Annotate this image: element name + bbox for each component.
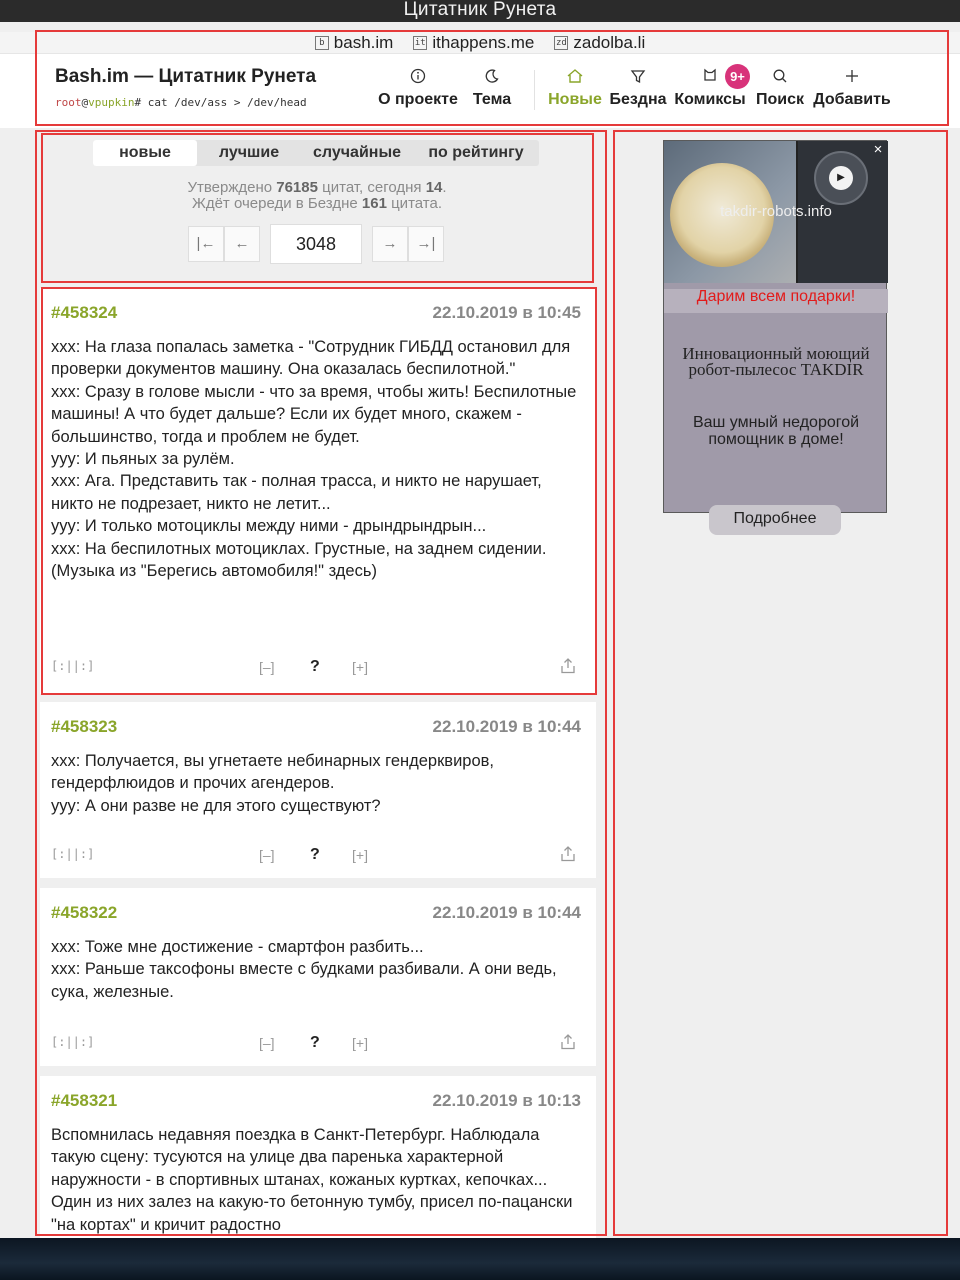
tab-by-rating[interactable]: по рейтингу	[428, 144, 524, 161]
tagline-host: vpupkin	[88, 96, 135, 109]
site-link-label: zadolba.li	[573, 32, 646, 52]
pagination	[42, 224, 592, 266]
site-link-ithappens[interactable]	[413, 32, 534, 53]
ithappens-favicon-icon: it	[414, 37, 426, 48]
terminal-tagline	[55, 96, 327, 109]
approved-count: 76185	[276, 179, 318, 196]
quote-header	[51, 1091, 581, 1113]
quote-header	[51, 903, 581, 925]
rating-bar-icon[interactable]: [:||:]	[51, 1035, 95, 1049]
nav-comics-label: Комиксы	[674, 91, 746, 108]
plus-icon	[810, 62, 894, 90]
nav-search[interactable]	[750, 62, 810, 122]
bash-favicon-icon: b	[315, 36, 329, 50]
ad-domain: takdir-robots.info	[720, 203, 832, 220]
desktop-background	[0, 1238, 960, 1280]
nav-group-main	[544, 62, 894, 122]
network-sites-bar	[0, 32, 960, 54]
tagline-at: @	[81, 96, 89, 109]
quote-text: xxx: На глаза попалась заметка - "Сотрудник ГИБДД остановил для проверки документов машину. Она оказалась беспилотной." xxx: Сразу в голове мысли - что за время, чтобы жить! Беспилотные машины! А что будет дальше? Если их будет много, скажем - большинство, тогда и проблем не будет. ууу: И пьяных за рулём. xxx: Ага. Представить так - полная трасса, и никто не нарушает, никто не подрезает, никто не летит... ууу: И только мотоциклы между ними - дрындрындрын... xxx: На беспилотных мотоциклах. Грустные, на заднем сидении. (Музыка из "Берегись автомобиля!" здесь)	[51, 338, 577, 581]
nav-group-info	[372, 62, 520, 122]
page	[0, 22, 960, 1238]
site-link-label: ithappens.me	[432, 32, 535, 52]
search-icon	[750, 62, 810, 90]
quote-date: 22.10.2019 в 10:45	[432, 303, 581, 322]
nav-about-label: О проекте	[378, 91, 458, 108]
brand[interactable]	[55, 66, 327, 109]
share-icon[interactable]	[559, 1033, 577, 1054]
rating-bar-icon[interactable]: [:||:]	[51, 847, 95, 861]
ad-more-button[interactable]: Подробнее	[709, 505, 841, 535]
quote-score: ?	[310, 658, 320, 675]
vote-up-button[interactable]: [+]	[352, 1035, 368, 1051]
stats-text: Ждёт очереди в Бездне	[191, 195, 358, 212]
prev-page-button[interactable]: ←	[224, 226, 260, 262]
quote-text: xxx: Тоже мне достижение - смартфон разбить... xxx: Раньше таксофоны вместе с будками разбивали. А они ведь, сука, железные.	[51, 938, 557, 1001]
ad-title: Инновационный моющий робот-пылесос TAKDIR	[682, 344, 870, 379]
filter-icon	[606, 62, 670, 90]
share-icon[interactable]	[559, 657, 577, 678]
site-header	[0, 32, 960, 128]
quote-date: 22.10.2019 в 10:13	[432, 1091, 581, 1110]
home-icon	[544, 62, 606, 90]
stats-text: Утверждено	[187, 179, 273, 196]
tagline-user: root	[55, 96, 82, 109]
today-count: 14	[425, 179, 443, 196]
quote-id-link[interactable]: #458322	[51, 903, 118, 922]
ad-description: Ваш умный недорогой помощник в доме!	[692, 414, 860, 448]
ad-promo: Дарим всем подарки!	[696, 288, 856, 305]
nav-abyss[interactable]	[606, 62, 670, 122]
tab-best[interactable]: лучшие	[218, 144, 280, 161]
nav-divider	[534, 70, 535, 110]
moon-icon	[464, 62, 520, 90]
site-link-bash[interactable]	[315, 32, 394, 53]
quote-footer	[51, 1032, 581, 1056]
quote-card	[40, 1076, 596, 1246]
info-icon	[372, 62, 464, 90]
nav-abyss-label: Бездна	[609, 91, 667, 108]
play-icon: ▶	[829, 166, 853, 190]
next-page-button[interactable]: →	[372, 226, 408, 262]
queue-line	[42, 196, 592, 212]
close-icon[interactable]: ×	[873, 141, 883, 158]
nav-new-label: Новые	[548, 91, 602, 108]
share-icon[interactable]	[559, 845, 577, 866]
advertisement[interactable]	[663, 140, 887, 527]
rating-bar-icon[interactable]: [:||:]	[51, 659, 95, 673]
quote-date: 22.10.2019 в 10:44	[432, 717, 581, 736]
stats-text: цитата.	[391, 195, 442, 212]
quote-text: xxx: Получается, вы угнетаете небинарных гендерквиров, гендерфлюидов и прочих агендеров. ууу: А они разве не для этого существуют?	[51, 752, 494, 815]
quote-footer	[51, 656, 581, 680]
nav-about[interactable]	[372, 62, 464, 122]
quote-card	[40, 702, 596, 878]
site-link-label: bash.im	[333, 32, 394, 52]
nav-add-label: Добавить	[813, 91, 891, 108]
queue-count: 161	[361, 195, 387, 212]
quote-header	[51, 303, 581, 325]
vote-up-button[interactable]: [+]	[352, 847, 368, 863]
page-number-input[interactable]: 3048	[270, 224, 362, 264]
tab-new[interactable]: новые	[93, 140, 197, 166]
nav-new[interactable]	[544, 62, 606, 122]
nav-theme-label: Тема	[472, 91, 512, 108]
quote-footer	[51, 844, 581, 868]
tab-random[interactable]: случайные	[313, 144, 401, 161]
vote-down-button[interactable]: [–]	[259, 659, 275, 675]
quote-score: ?	[310, 846, 320, 863]
quote-header	[51, 717, 581, 739]
quote-stats	[42, 180, 592, 212]
comics-badge: 9+	[725, 64, 750, 89]
last-page-button[interactable]: →|	[408, 226, 444, 262]
vote-down-button[interactable]: [–]	[259, 1035, 275, 1051]
quote-card	[40, 888, 596, 1066]
approved-line: Утверждено 76185 цитат, сегодня 14.	[187, 179, 447, 196]
nav-search-label: Поиск	[755, 91, 804, 108]
site-name: Bash.im — Цитатник Рунета	[55, 66, 317, 87]
listing-controls	[42, 134, 592, 280]
vote-up-button[interactable]: [+]	[352, 659, 368, 675]
site-link-zadolba[interactable]	[554, 32, 645, 53]
nav-theme[interactable]	[464, 62, 520, 122]
zadolba-favicon-icon: zd	[555, 37, 567, 48]
vote-down-button[interactable]: [–]	[259, 847, 275, 863]
quote-id-link[interactable]: #458324	[51, 303, 118, 322]
quote-score: ?	[310, 1034, 320, 1051]
quote-id-link[interactable]: #458323	[51, 717, 118, 736]
quote-id-link[interactable]: #458321	[51, 1091, 118, 1110]
stats-text: цитат, сегодня	[322, 179, 422, 196]
window-title: Цитатник Рунета	[0, 0, 960, 22]
nav-add[interactable]	[810, 62, 894, 122]
sort-tabs	[93, 140, 539, 166]
quote-text: Вспомнилась недавняя поездка в Санкт-Петербург. Наблюдала такую сцену: тусуются на улице два паренька характерной наружности - в спортивных штанах, кожаных куртках, кепочках... Один из них залез на какую-то бетонную тумбу, присел по-пацански "на кортах" и кричит радостно	[51, 1126, 578, 1234]
first-page-button[interactable]: |←	[188, 226, 224, 262]
quote-date: 22.10.2019 в 10:44	[432, 903, 581, 922]
tagline-command: # cat /dev/ass > /dev/head	[134, 96, 307, 109]
quote-card	[40, 288, 596, 694]
